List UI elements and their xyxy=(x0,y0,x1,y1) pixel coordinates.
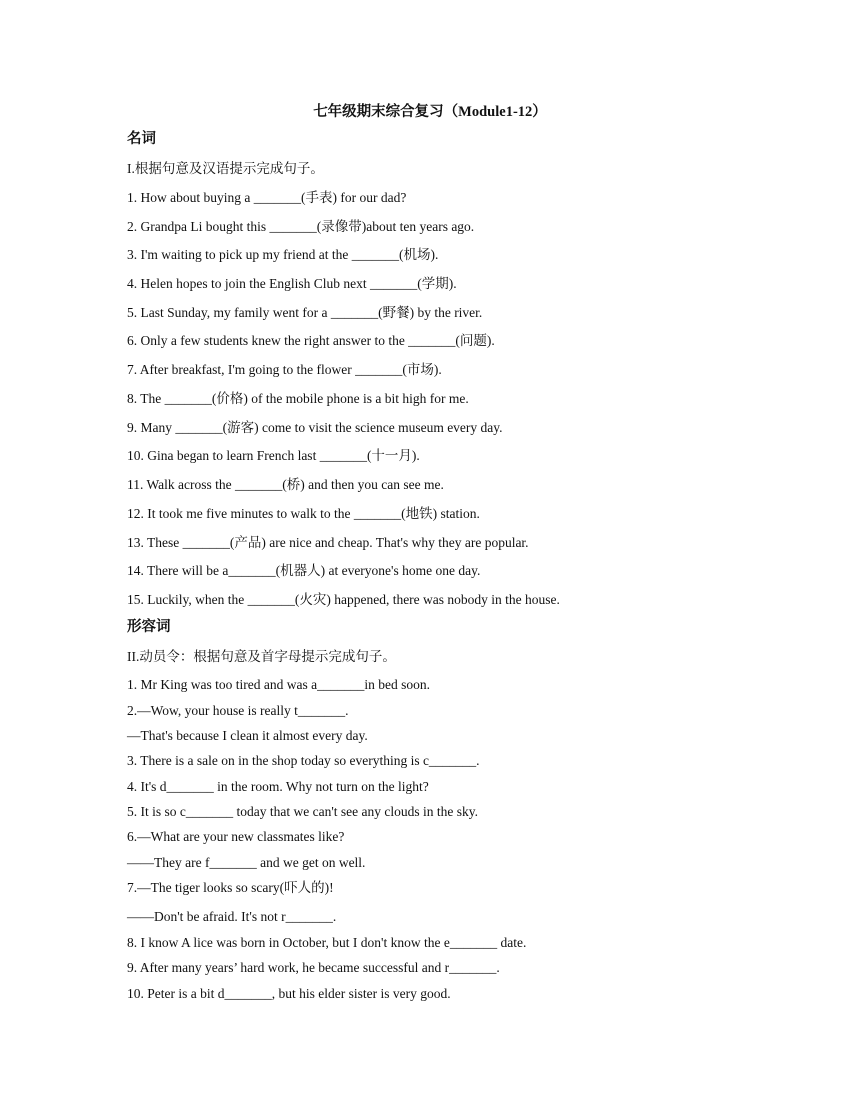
noun-question-8: 8. The _______(价格) of the mobile phone is a bit high for me. xyxy=(127,391,469,406)
adjective-line-8: ——They are f_______ and we get on well. xyxy=(127,855,366,870)
adjective-line-9: 7.—The tiger looks so scary(吓人的)! xyxy=(127,880,334,895)
noun-question-4: 4. Helen hopes to join the English Club next _______(学期). xyxy=(127,276,457,291)
adjective-line-7: 6.—What are your new classmates like? xyxy=(127,829,345,844)
noun-question-2: 2. Grandpa Li bought this _______(录像带)about ten years ago. xyxy=(127,219,475,234)
noun-question-10: 10. Gina began to learn French last _______(十一月). xyxy=(127,448,420,463)
noun-question-11: 11. Walk across the _______(桥) and then you can see me. xyxy=(127,477,444,492)
adjective-line-6: 5. It is so c_______ today that we can't see any clouds in the sky. xyxy=(127,804,478,819)
noun-question-12: 12. It took me five minutes to walk to the _______(地铁) station. xyxy=(127,506,480,521)
adjective-line-12: 9. After many years’ hard work, he became successful and r_______. xyxy=(127,960,500,975)
adjective-line-5: 4. It's d_______ in the room. Why not turn on the light? xyxy=(127,779,429,794)
adjective-line-10: ——Don't be afraid. It's not r_______. xyxy=(127,909,337,924)
noun-question-3: 3. I'm waiting to pick up my friend at the _______(机场). xyxy=(127,247,439,262)
document-title: 七年级期末综合复习（Module1-12） xyxy=(313,104,547,120)
noun-question-13: 13. These _______(产品) are nice and cheap. That's why they are popular. xyxy=(127,535,529,550)
section-heading-nouns: 名词 xyxy=(127,131,156,147)
section-heading-adjectives: 形容词 xyxy=(127,619,171,635)
adjective-line-1: 1. Mr King was too tired and was a_______in bed soon. xyxy=(127,677,430,692)
section-instruction-nouns: I.根据句意及汉语提示完成句子。 xyxy=(127,161,324,176)
noun-question-5: 5. Last Sunday, my family went for a _______(野餐) by the river. xyxy=(127,305,483,320)
section-instruction-adjectives: II.动员令：根据句意及首字母提示完成句子。 xyxy=(127,649,396,664)
noun-question-9: 9. Many _______(游客) come to visit the science museum every day. xyxy=(127,420,503,435)
noun-question-15: 15. Luckily, when the _______(火灾) happened, there was nobody in the house. xyxy=(127,592,560,607)
adjective-line-13: 10. Peter is a bit d_______, but his elder sister is very good. xyxy=(127,986,451,1001)
adjective-line-3: —That's because I clean it almost every day. xyxy=(127,728,368,743)
adjective-line-4: 3. There is a sale on in the shop today so everything is c_______. xyxy=(127,753,480,768)
noun-question-14: 14. There will be a_______(机器人) at everyone's home one day. xyxy=(127,563,481,578)
adjective-line-2: 2.—Wow, your house is really t_______. xyxy=(127,703,349,718)
noun-question-6: 6. Only a few students knew the right answer to the _______(问题). xyxy=(127,333,495,348)
noun-question-7: 7. After breakfast, I'm going to the flower _______(市场). xyxy=(127,362,442,377)
noun-question-1: 1. How about buying a _______(手表) for our dad? xyxy=(127,190,407,205)
adjective-line-11: 8. I know A lice was born in October, but I don't know the e_______ date. xyxy=(127,935,527,950)
